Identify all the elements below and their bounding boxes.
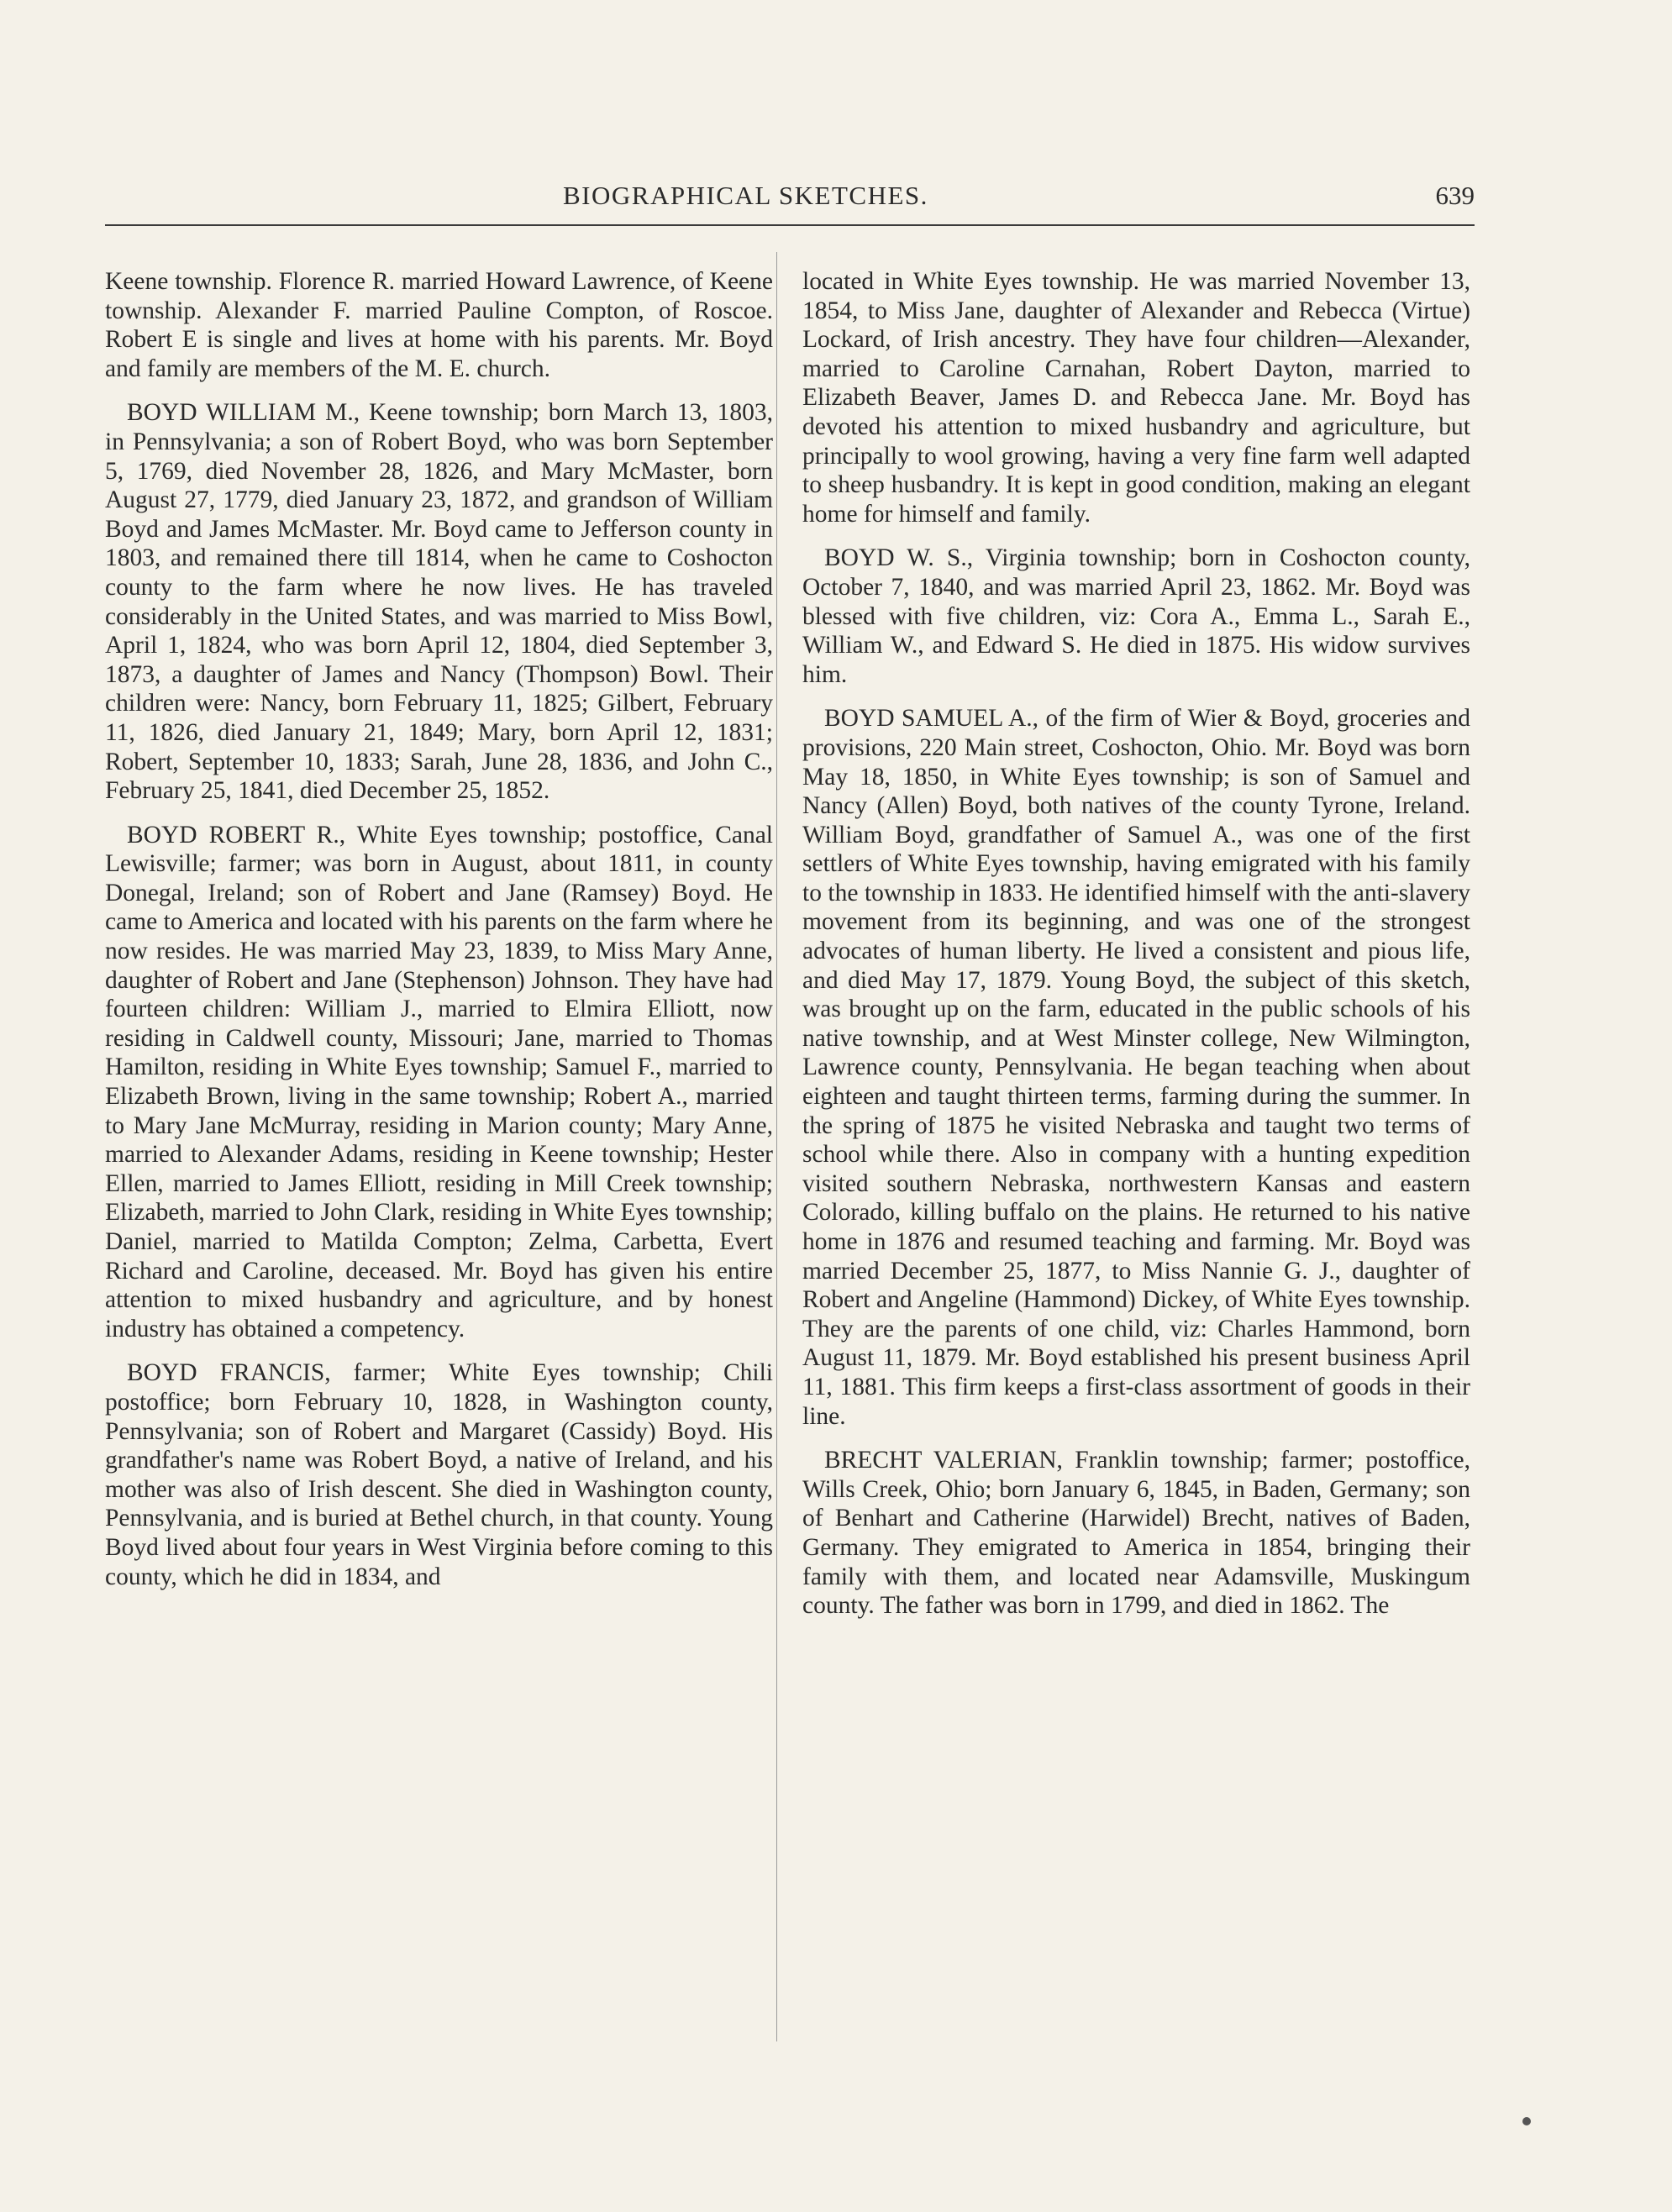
entry-boyd-samuel-a: BOYD SAMUEL A., of the firm of Wier & Boyd, groceries and provisions, 220 Main street, Coshocton, Ohio. Mr. Boyd was born May 18, 1850, in White Eyes township; is son of Samuel and Nancy (Allen) Boyd, both natives of the county Tyrone, Ireland. William Boyd, grandfather of Samuel A., was one of the first settlers of White Eyes township, having emigrated with his family to the township in 1833. He identified himself with the anti-slavery movement from its beginning, and was one of the strongest advocates of human liberty. He lived a consistent and pious life, and died May 17, 1879. Young Boyd, the subject of this sketch, was brought up on the farm, educated in the public schools of his native township, and at West Minster college, New Wilmington, Lawrence county, Pennsylvania. He began teaching when about eighteen and taught thirteen terms, farming during the summer. In the spring of 1875 he visited Nebraska and taught two terms of school while there. Also in company with a hunting expedition visited southern Nebraska, northwestern Kansas and eastern Colorado, killing buffalo on the plains. He returned to his native home in 1876 and resumed teaching and farming. Mr. Boyd was married December 25, 1877, to Miss Nannie G. J., daughter of Robert and Angeline (Hammond) Dickey, of White Eyes township. They are the parents of one child, viz: Charles Hammond, born August 11, 1879. Mr. Boyd established his present business April 11, 1881. This firm keeps a first-class assortment of goods in their line. [802,705,1470,1430]
entry-boyd-william-m: BOYD WILLIAM M., Keene township; born March 13, 1803, in Pennsylvania; a son of Robert Boyd, who was born September 5, 1769, died November 28, 1826, and Mary McMaster, born August 27, 1779, died January 23, 1872, and grandson of William Boyd and James McMaster. Mr. Boyd came to Jefferson county in 1803, and remained there till 1814, when he came to Coshocton county to the farm where he now lives. He has traveled considerably in the United States, and was married to Miss Bowl, April 1, 1824, who was born April 12, 1804, died September 3, 1873, a daughter of James and Nancy (Thompson) Bowl. Their children were: Nancy, born February 11, 1825; Gilbert, February 11, 1826, died January 21, 1849; Mary, born April 12, 1831; Robert, September 10, 1833; Sarah, June 28, 1836, and John C., February 25, 1841, died December 25, 1852. [105,399,773,805]
page-number: 639 [1435,181,1475,210]
running-head: BIOGRAPHICAL SKETCHES. [563,181,928,210]
header-rule [105,224,1475,226]
right-column [802,267,1470,1636]
paragraph-continuation: located in White Eyes township. He was married November 13, 1854, to Miss Jane, daughter of Alexander and Rebecca (Virtue) Lockard, of Irish ancestry. They have four children—Alexander, married to Caroline Carnahan, Robert Dayton, married to Elizabeth Beaver, James D. and Rebecca Jane. Mr. Boyd has devoted his attention to mixed husbandry and agriculture, but principally to wool growing, having a very fine farm well adapted to sheep husbandry. It is kept in good condition, making an elegant home for himself and family. [802,268,1470,528]
entry-boyd-francis: BOYD FRANCIS, farmer; White Eyes township; Chili postoffice; born February 10, 1828, in Washington county, Pennsylvania; son of Robert and Margaret (Cassidy) Boyd. His grandfather's name was Robert Boyd, a native of Ireland, and his mother was also of Irish descent. She died in Washington county, Pennsylvania, and is buried at Bethel church, in that county. Young Boyd lived about four years in West Virginia before coming to this county, which he did in 1834, and [105,1359,773,1590]
column-divider [776,252,777,2041]
entry-boyd-w-s: BOYD W. S., Virginia township; born in Coshocton county, October 7, 1840, and was married April 23, 1862. Mr. Boyd was blessed with five children, viz: Cora A., Emma L., Sarah E., William W., and Edward S. He died in 1875. His widow survives him. [802,544,1470,688]
page-header [105,181,1475,218]
entry-brecht-valerian: BRECHT VALERIAN, Franklin township; farmer; postoffice, Wills Creek, Ohio; born January 6, 1845, in Baden, Germany; son of Benhart and Catherine (Harwidel) Brecht, natives of Baden, Germany. They emigrated to America in 1854, bringing their family with them, and located near Adamsville, Muskingum county. The father was born in 1799, and died in 1862. The [802,1447,1470,1620]
paragraph-continuation: Keene township. Florence R. married Howard Lawrence, of Keene township. Alexander F. married Pauline Compton, of Roscoe. Robert E is single and lives at home with his parents. Mr. Boyd and family are members of the M. E. church. [105,268,773,382]
entry-boyd-robert-r: BOYD ROBERT R., White Eyes township; postoffice, Canal Lewisville; farmer; was born in August, about 1811, in county Donegal, Ireland; son of Robert and Jane (Ramsey) Boyd. He came to America and located with his parents on the farm where he now resides. He was married May 23, 1839, to Miss Mary Anne, daughter of Robert and Jane (Stephenson) Johnson. They have had fourteen children: William J., married to Elmira Elliott, now residing in Caldwell county, Missouri; Jane, married to Thomas Hamilton, residing in White Eyes township; Samuel F., married to Elizabeth Brown, living in the same township; Robert A., married to Mary Jane McMurray, residing in Marion county; Mary Anne, married to Alexander Adams, residing in Keene township; Hester Ellen, married to James Elliott, residing in Mill Creek township; Elizabeth, married to John Clark, residing in White Eyes township; Daniel, married to Matilda Compton; Zelma, Carbetta, Evert Richard and Caroline, deceased. Mr. Boyd has given his entire attention to mixed husbandry and agriculture, and by honest industry has obtained a competency. [105,821,773,1342]
left-column [105,267,773,1606]
ink-speck [1522,2117,1531,2125]
